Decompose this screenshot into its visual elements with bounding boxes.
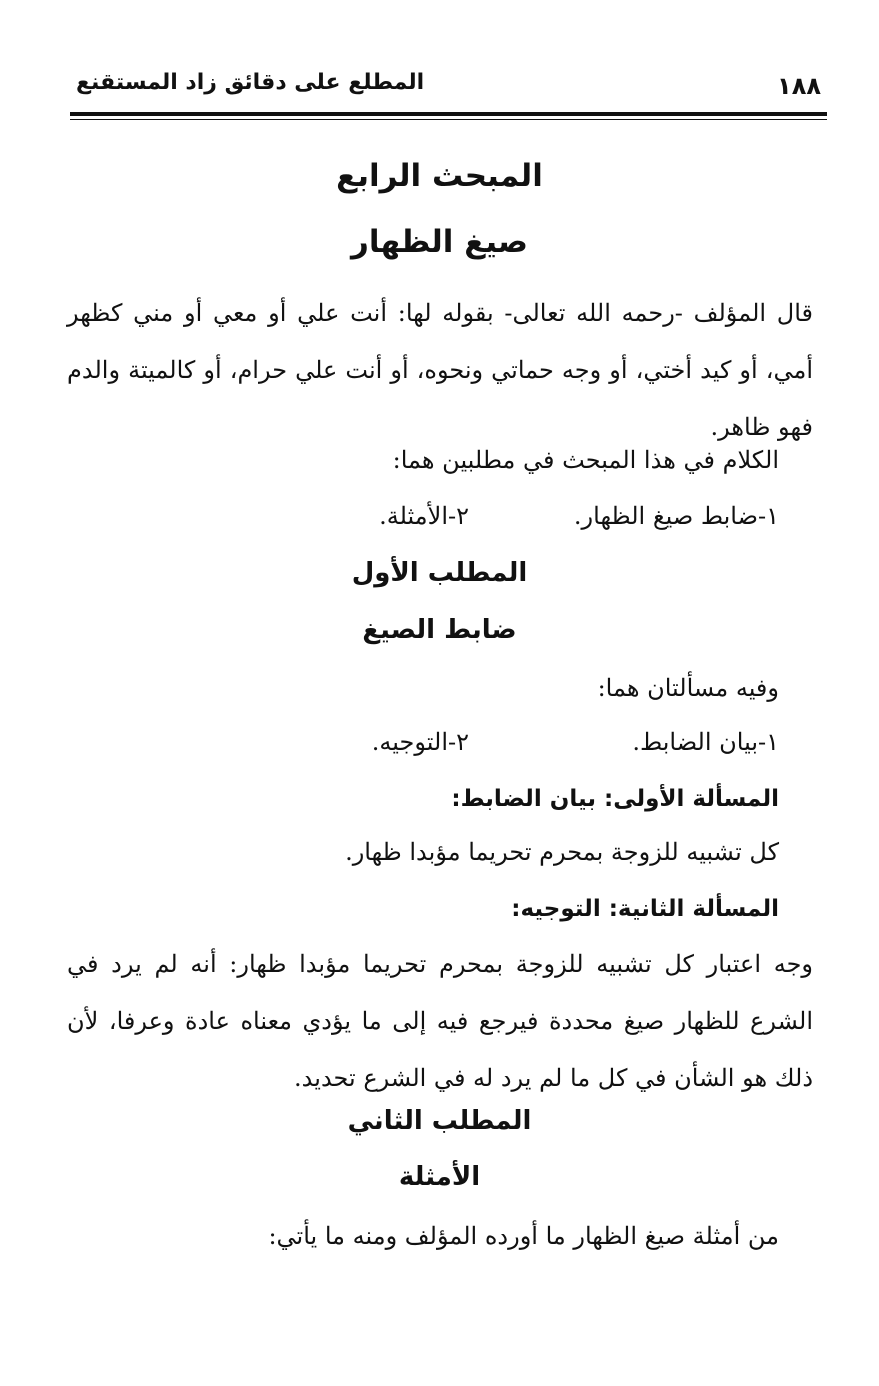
second-topic-subheading: الأمثلة [398,1162,481,1192]
book-title: المطلع على دقائق زاد المستقنع [76,70,425,95]
header-divider-thin [70,119,827,120]
first-topic-items [279,728,779,768]
overview-item: ١-ضابط صيغ الظهار. [573,502,779,530]
section-heading: المبحث الرابع [336,158,543,194]
section-subheading: صيغ الظهار [351,224,528,260]
overview-intro: الكلام في هذا المبحث في مطلبين هما: [392,446,779,474]
issue-two-text: وجه اعتبار كل تشبيه للزوجة بمحرم تحريما مؤبدا ظهار: أنه لم يرد في الشرع للظهار صيغ محددة فيرجع فيه إلى ما يؤدي معناه عادة وعرفا، لأن ذلك هو الشأن في كل ما لم يرد له في الشرع تحديد. [67,950,813,1092]
page-number: ١٨٨ [777,72,821,100]
second-topic-heading: المطلب الثاني [347,1106,532,1136]
header-divider [70,112,827,116]
issue-two-heading: المسألة الثانية: التوجيه: [511,896,779,922]
first-topic-intro: وفيه مسألتان هما: [597,674,779,702]
intro-paragraph: قال المؤلف -رحمه الله تعالى- بقوله لها: أنت علي أو معي أو مني كظهر أمي، أو كيد أختي، أو وجه حماتي ونحوه، أو أنت علي حرام، أو كالميتة والدم فهو ظاهر. [67,299,813,441]
overview-item: ٢-الأمثلة. [379,502,469,530]
first-topic-item: ٢-التوجيه. [371,728,469,756]
first-topic-subheading: ضابط الصيغ [362,615,517,645]
issue-one-text: كل تشبيه للزوجة بمحرم تحريما مؤبدا ظهار. [345,838,779,866]
running-header [70,68,827,102]
first-topic-item: ١-بيان الضابط. [632,728,779,756]
first-topic-heading: المطلب الأول [351,558,528,588]
overview-items [279,502,779,542]
second-topic-intro: من أمثلة صيغ الظهار ما أورده المؤلف ومنه ما يأتي: [268,1222,779,1250]
issue-one-heading: المسألة الأولى: بيان الضابط: [451,786,779,812]
